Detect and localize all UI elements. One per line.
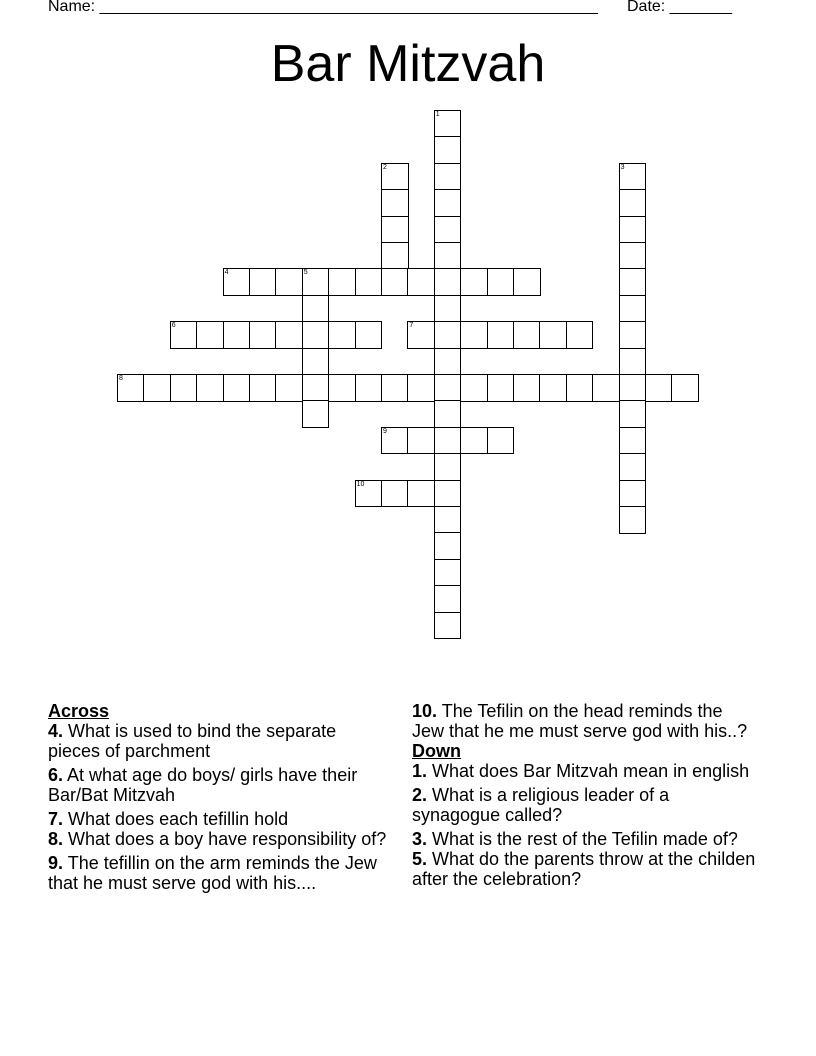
crossword-cell[interactable] bbox=[434, 295, 462, 323]
crossword-cell[interactable] bbox=[170, 321, 198, 349]
crossword-cell[interactable] bbox=[407, 321, 435, 349]
crossword-cell[interactable] bbox=[619, 163, 647, 191]
crossword-cell[interactable] bbox=[487, 427, 515, 455]
crossword-cell[interactable] bbox=[407, 268, 435, 296]
crossword-cell[interactable] bbox=[513, 268, 541, 296]
crossword-cell[interactable] bbox=[434, 374, 462, 402]
crossword-cell[interactable] bbox=[355, 268, 383, 296]
crossword-cell[interactable] bbox=[223, 268, 251, 296]
crossword-cell[interactable] bbox=[434, 559, 462, 587]
crossword-cell[interactable] bbox=[434, 242, 462, 270]
crossword-cell[interactable] bbox=[460, 268, 488, 296]
crossword-cell[interactable] bbox=[487, 268, 515, 296]
clue-down-1: 1. What does Bar Mitzvah mean in english bbox=[412, 761, 750, 781]
crossword-cell[interactable] bbox=[487, 374, 515, 402]
crossword-cell[interactable] bbox=[434, 163, 462, 191]
crossword-cell[interactable] bbox=[434, 216, 462, 244]
clue-number-label: 2 bbox=[383, 163, 387, 171]
crossword-cell[interactable] bbox=[302, 321, 330, 349]
page-title: Bar Mitzvah bbox=[270, 35, 546, 93]
crossword-cell[interactable] bbox=[302, 295, 330, 323]
crossword-cell[interactable] bbox=[619, 295, 647, 323]
clue-number-label: 5 bbox=[303, 269, 308, 277]
crossword-cell[interactable] bbox=[196, 321, 224, 349]
date-field[interactable]: Date: _______ bbox=[627, 0, 732, 15]
crossword-cell[interactable] bbox=[434, 453, 462, 481]
crossword-cell[interactable] bbox=[619, 268, 647, 296]
clues-right-column bbox=[412, 701, 757, 893]
clue-number-label: 6 bbox=[171, 322, 176, 330]
clue-down-5: 5. What do the parents throw at the childen after the celebration? bbox=[412, 849, 756, 889]
crossword-cell[interactable] bbox=[328, 268, 356, 296]
crossword-cell[interactable] bbox=[434, 348, 462, 376]
crossword-cell[interactable] bbox=[249, 321, 277, 349]
crossword-cell[interactable] bbox=[513, 321, 541, 349]
clue-number-label: 4 bbox=[224, 269, 229, 277]
crossword-cell[interactable] bbox=[170, 374, 198, 402]
crossword-cell[interactable] bbox=[381, 374, 409, 402]
crossword-cell[interactable] bbox=[381, 427, 409, 455]
crossword-cell[interactable] bbox=[460, 374, 488, 402]
crossword-cell[interactable] bbox=[434, 427, 462, 455]
crossword-cell[interactable] bbox=[381, 189, 409, 217]
name-field[interactable]: Name: ________________________________________________________ bbox=[48, 0, 598, 15]
clue-down-2: 2. What is a religious leader of a synagogue called? bbox=[412, 785, 670, 825]
clue-number-label: 9 bbox=[383, 427, 387, 435]
crossword-cell[interactable] bbox=[434, 110, 462, 138]
crossword-cell[interactable] bbox=[434, 400, 462, 428]
clue-down-3: 3. What is the rest of the Tefilin made of? bbox=[412, 829, 738, 849]
crossword-cell[interactable] bbox=[381, 242, 409, 270]
crossword-cell[interactable] bbox=[619, 374, 647, 402]
crossword-cell[interactable] bbox=[117, 374, 145, 402]
crossword-cell[interactable] bbox=[619, 216, 647, 244]
crossword-cell[interactable] bbox=[619, 480, 647, 508]
crossword-cell[interactable] bbox=[355, 480, 383, 508]
crossword-cell[interactable] bbox=[619, 427, 647, 455]
crossword-cell[interactable] bbox=[434, 268, 462, 296]
crossword-cell[interactable] bbox=[302, 400, 330, 428]
crossword-cell[interactable] bbox=[381, 216, 409, 244]
clue-across-8: 8. What does a boy have responsibility of? bbox=[48, 829, 387, 849]
crossword-cell[interactable] bbox=[645, 374, 673, 402]
crossword-cell[interactable] bbox=[302, 374, 330, 402]
crossword-cell[interactable] bbox=[434, 480, 462, 508]
crossword-cell[interactable] bbox=[275, 268, 303, 296]
crossword-cell[interactable] bbox=[566, 321, 594, 349]
crossword-cell[interactable] bbox=[434, 532, 462, 560]
crossword-cell[interactable] bbox=[381, 480, 409, 508]
crossword-cell[interactable] bbox=[249, 374, 277, 402]
clue-number-label: 7 bbox=[409, 322, 414, 330]
clues-left-column bbox=[48, 701, 388, 897]
crossword-cell[interactable] bbox=[619, 348, 647, 376]
crossword-cell[interactable] bbox=[592, 374, 620, 402]
crossword-cell[interactable] bbox=[619, 400, 647, 428]
clue-across-4: 4. What is used to bind the separate pieces of parchment bbox=[48, 721, 337, 761]
clue-across-9: 9. The tefillin on the arm reminds the Jew that he must serve god with his.... bbox=[48, 853, 377, 893]
crossword-cell[interactable] bbox=[328, 321, 356, 349]
crossword-cell[interactable] bbox=[460, 427, 488, 455]
crossword-cell[interactable] bbox=[539, 321, 567, 349]
crossword-cell[interactable] bbox=[513, 374, 541, 402]
crossword-cell[interactable] bbox=[275, 374, 303, 402]
clue-number-label: 10 bbox=[356, 480, 365, 488]
crossword-cell[interactable] bbox=[275, 321, 303, 349]
across-heading: Across bbox=[48, 701, 110, 721]
crossword-cell[interactable] bbox=[566, 374, 594, 402]
crossword-cell[interactable] bbox=[196, 374, 224, 402]
clue-number-label: 3 bbox=[620, 163, 625, 171]
crossword-cell[interactable] bbox=[223, 374, 251, 402]
crossword-cell[interactable] bbox=[434, 136, 462, 164]
crossword-cell[interactable] bbox=[619, 321, 647, 349]
crossword-cell[interactable] bbox=[328, 374, 356, 402]
clue-across-10: 10. The Tefilin on the head reminds the Jew that he me must serve god with his..? bbox=[412, 701, 748, 741]
crossword-cell[interactable] bbox=[434, 612, 462, 640]
clue-across-6: 6. At what age do boys/ girls have their Bar/Bat Mitzvah bbox=[48, 765, 358, 805]
clue-number-label: 8 bbox=[119, 375, 123, 382]
crossword-cell[interactable] bbox=[223, 321, 251, 349]
crossword-cell[interactable] bbox=[539, 374, 567, 402]
crossword-cell[interactable] bbox=[355, 374, 383, 402]
crossword-cell[interactable] bbox=[460, 321, 488, 349]
clue-number-label: 1 bbox=[435, 111, 440, 118]
crossword-cell[interactable] bbox=[434, 189, 462, 217]
crossword-cell[interactable] bbox=[355, 321, 383, 349]
crossword-cell[interactable] bbox=[249, 268, 277, 296]
crossword-cell[interactable] bbox=[619, 242, 647, 270]
crossword-cell[interactable] bbox=[407, 374, 435, 402]
crossword-cell[interactable] bbox=[381, 268, 409, 296]
crossword-cell[interactable] bbox=[487, 321, 515, 349]
crossword-cell[interactable] bbox=[143, 374, 171, 402]
crossword-cell[interactable] bbox=[434, 506, 462, 534]
crossword-cell[interactable] bbox=[619, 453, 647, 481]
crossword-cell[interactable] bbox=[302, 348, 330, 376]
down-heading: Down bbox=[412, 741, 461, 761]
crossword-cell[interactable] bbox=[302, 268, 330, 296]
crossword-cell[interactable] bbox=[407, 427, 435, 455]
crossword-cell[interactable] bbox=[671, 374, 699, 402]
clue-across-7: 7. What does each tefillin hold bbox=[48, 809, 289, 829]
crossword-cell[interactable] bbox=[381, 163, 409, 191]
crossword-cell[interactable] bbox=[619, 506, 647, 534]
crossword-cell[interactable] bbox=[434, 585, 462, 613]
crossword-cell[interactable] bbox=[434, 321, 462, 349]
crossword-cell[interactable] bbox=[407, 480, 435, 508]
crossword-cell[interactable] bbox=[619, 189, 647, 217]
